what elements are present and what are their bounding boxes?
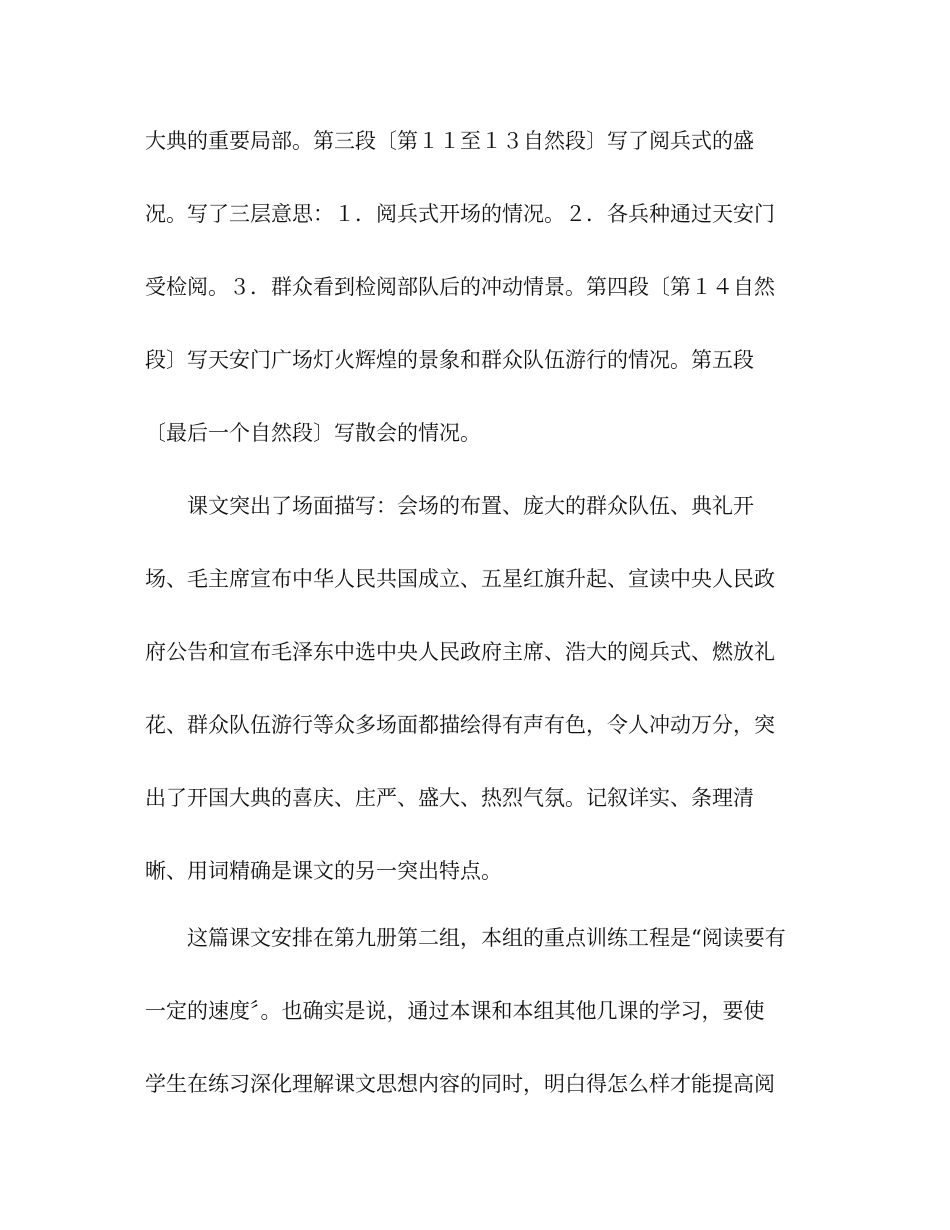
text-line-1: 大典的重要局部。第三段〔第１１至１３自然段〕写了阅兵式的盛 — [145, 129, 754, 153]
text-line-10: 出了开国大典的喜庆、庄严、盛大、热烈气氛。记叙详实、条理清 — [145, 786, 754, 810]
text-line-12: 这篇课文安排在第九册第二组，本组的重点训练工程是“阅读要有 — [187, 926, 786, 950]
text-line-5: 〔最后一个自然段〕写散会的情况。 — [145, 421, 481, 445]
text-line-14: 学生在练习深化理解课文思想内容的同时，明白得怎么样才能提高阅 — [145, 1072, 775, 1096]
text-line-11: 晰、用词精确是课文的另一突出特点。 — [145, 859, 502, 883]
text-line-3: 受检阅。３．群众看到检阅部队后的冲动情景。第四段〔第１４自然 — [145, 275, 775, 299]
text-line-13: 一定的速度〞。也确实是说，通过本课和本组其他几课的学习，要使 — [145, 999, 765, 1023]
text-line-7: 场、毛主席宣布中华人民共国成立、五星红旗升起、宣读中央人民政 — [145, 567, 775, 591]
text-line-2: 况。写了三层意思：１．阅兵式开场的情况。２．各兵种通过天安门 — [145, 202, 775, 226]
text-line-8: 府公告和宣布毛泽东中选中央人民政府主席、浩大的阅兵式、燃放礼 — [145, 640, 775, 664]
text-line-4: 段〕写天安门广场灯火辉煌的景象和群众队伍游行的情况。第五段 — [145, 348, 754, 372]
text-line-9: 花、群众队伍游行等众多场面都描绘得有声有色，令人冲动万分，突 — [145, 713, 775, 737]
text-line-6: 课文突出了场面描写：会场的布置、庞大的群众队伍、典礼开 — [187, 494, 754, 518]
